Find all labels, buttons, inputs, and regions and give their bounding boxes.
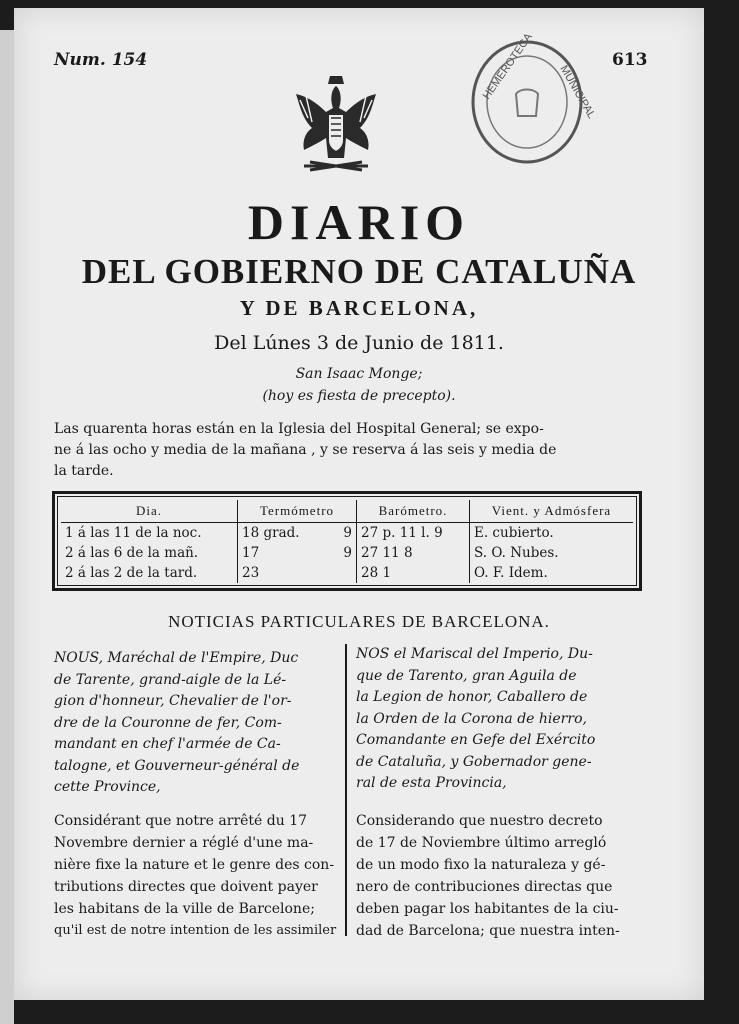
cell-day: 2 á las 2 de la tard. <box>61 563 238 583</box>
weather-table-frame <box>52 491 642 591</box>
imperial-eagle-icon <box>286 66 386 184</box>
decree-line: gion d'honneur, Chevalier de l'or- <box>54 693 292 709</box>
body-line: dad de Barcelona; que nuestra inten- <box>356 923 620 939</box>
body-line: nero de contribuciones directas que <box>356 879 613 895</box>
body-line: Considerando que nuestro decreto <box>356 813 603 829</box>
decree-line: mandant en chef l'armée de Ca- <box>54 736 281 752</box>
body-line: les habitans de la ville de Barcelone; <box>54 901 315 917</box>
svg-text:HEMEROTECA: HEMEROTECA <box>480 31 535 102</box>
decree-line: de Tarente, grand-aigle de la Lé- <box>54 671 287 688</box>
decree-line: ral de esta Provincia, <box>356 775 507 791</box>
newspaper-page <box>14 8 704 1000</box>
spanish-decree-body <box>356 810 638 942</box>
masthead-city: Y DE BARCELONA, <box>239 296 479 320</box>
library-stamp <box>468 31 598 166</box>
decree-line: NOUS, Maréchal de l'Empire, Duc <box>54 650 299 666</box>
feast-note: (hoy es fiesta de precepto). <box>262 388 456 404</box>
cell-wind: S. O. Nubes. <box>474 545 559 561</box>
table-row <box>61 543 633 563</box>
saint-of-day: San Isaac Monge; <box>295 366 423 382</box>
page-number: 613 <box>612 50 648 70</box>
table-row <box>61 563 633 583</box>
body-line: nière fixe la nature et le genre des con- <box>54 857 335 873</box>
notice-line: la tarde. <box>54 463 114 479</box>
previous-page-edge <box>0 30 14 1024</box>
temp-value: 18 grad. <box>242 525 300 541</box>
table-row <box>61 523 633 544</box>
col-header-wind: Vient. y Admósfera <box>470 500 634 523</box>
decree-line: talogne, et Gouverneur-général de <box>54 757 300 774</box>
body-line: de 17 de Noviembre último arregló <box>356 835 607 851</box>
col-header-day: Dia. <box>61 500 238 523</box>
cell-day: 1 á las 11 de la noc. <box>61 523 238 544</box>
issue-date: Del Lúnes 3 de Junio de 1811. <box>214 332 504 354</box>
decree-line: NOS el Mariscal del Imperio, Du- <box>356 646 593 662</box>
decree-line: Comandante en Gefe del Exército <box>356 732 596 748</box>
column-divider <box>345 644 347 936</box>
cell-temp <box>238 543 357 563</box>
col-header-barometer: Barómetro. <box>357 500 470 523</box>
french-decree-body <box>54 810 337 942</box>
forty-hours-notice <box>54 419 648 482</box>
notice-line: Las quarenta horas están en la Iglesia del Hospital General; se expo- <box>54 421 544 437</box>
cell-temp <box>238 563 357 583</box>
decree-line: la Legion de honor, Caballero de <box>356 689 588 705</box>
body-line: Novembre dernier a réglé d'une ma- <box>54 835 314 851</box>
temp-fraction: 9 <box>343 545 352 561</box>
svg-text:MUNICIPAL: MUNICIPAL <box>557 63 598 121</box>
weather-table <box>61 500 633 583</box>
spanish-decree-preamble <box>356 644 638 795</box>
body-line: Considérant que notre arrêté du 17 <box>54 813 308 829</box>
body-line: deben pagar los habitantes de la ciu- <box>356 901 619 917</box>
body-line: tributions directes que doivent payer <box>54 879 318 895</box>
issue-number: Num. 154 <box>54 50 148 70</box>
temp-value: 23 <box>242 565 260 581</box>
decree-line: cette Province, <box>54 779 161 795</box>
decree-line: que de Tarento, gran Aguila de <box>356 667 577 684</box>
temp-fraction: 9 <box>343 525 352 541</box>
cell-wind: O. F. Idem. <box>474 565 548 581</box>
decree-line: la Orden de la Corona de hierro, <box>356 710 587 727</box>
decree-line: de Cataluña, y Gobernador gene- <box>356 753 592 770</box>
cell-day: 2 á las 6 de la mañ. <box>61 543 238 563</box>
temp-value: 17 <box>242 545 260 561</box>
cell-barometer: 27 11 8 <box>357 543 470 563</box>
french-decree-preamble <box>54 648 334 799</box>
cell-wind: E. cubierto. <box>474 525 554 541</box>
cell-barometer: 27 p. 11 l. 9 <box>357 523 470 544</box>
cell-temp <box>238 523 357 544</box>
decree-line: dre de la Couronne de fer, Com- <box>54 714 282 731</box>
body-line: qu'il est de notre intention de les assimiler <box>54 923 337 938</box>
notice-line: ne á las ocho y media de la mañana , y se reserva á las seis y media de <box>54 442 557 458</box>
body-line: de un modo fixo la naturaleza y gé- <box>356 857 606 873</box>
section-heading: NOTICIAS PARTICULARES DE BARCELONA. <box>168 612 550 631</box>
masthead-title: DIARIO <box>247 194 471 250</box>
cell-barometer: 28 1 <box>357 563 470 583</box>
col-header-thermometer: Termómetro <box>238 500 357 523</box>
masthead-subtitle: DEL GOBIERNO DE CATALUÑA <box>81 252 637 291</box>
